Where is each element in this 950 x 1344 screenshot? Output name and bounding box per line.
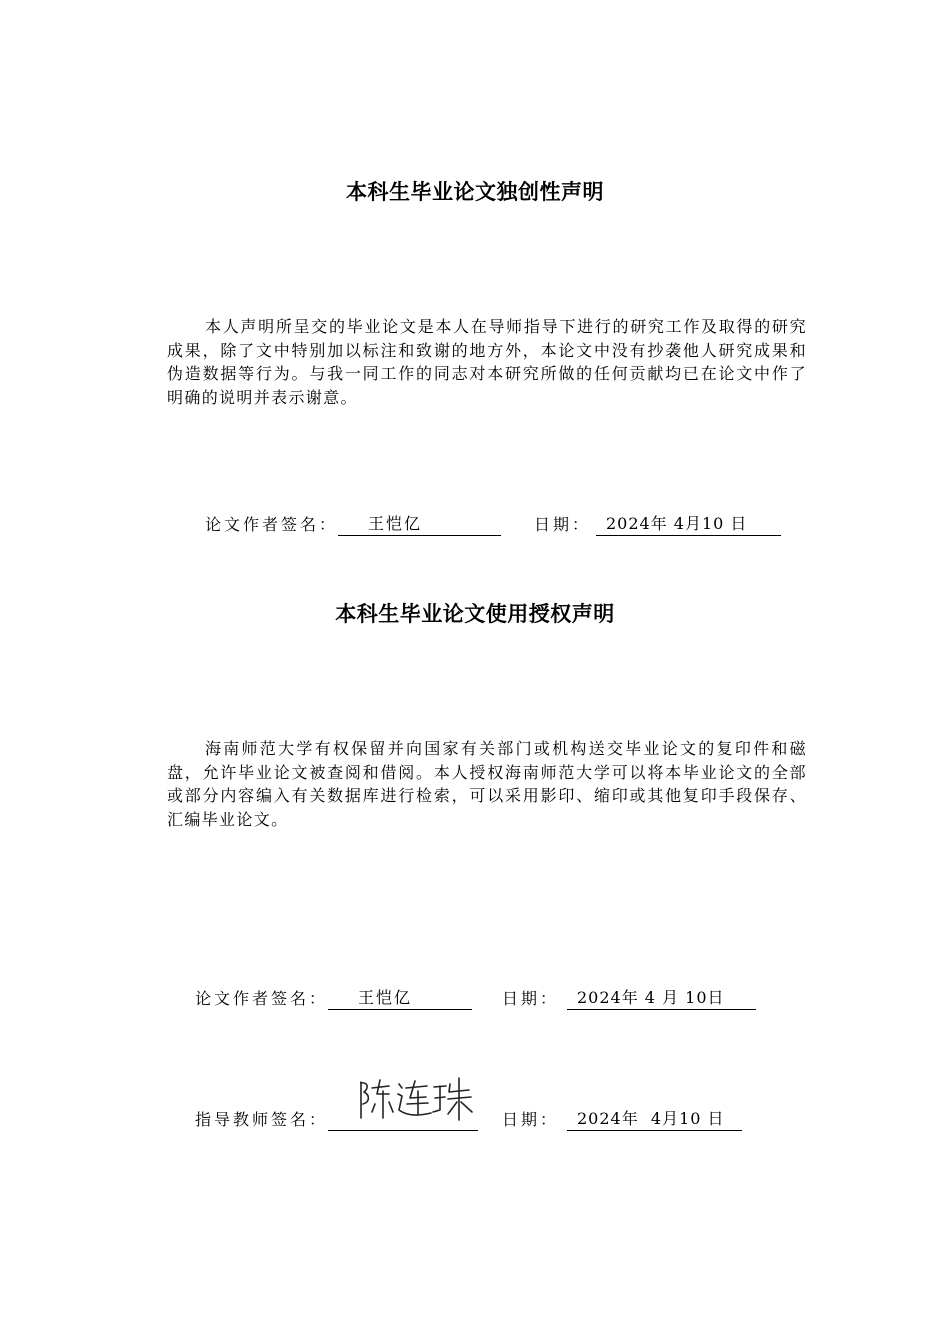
originality-statement: 本人声明所呈交的毕业论文是本人在导师指导下进行的研究工作及取得的研究成果，除了文中特别加以标注和致谢的地方外，本论文中没有抄袭他人研究成果和伪造数据等行为。与我一同工作的同志对本研究所做的任何贡献均已在论文中作了明确的说明并表示谢意。 [167, 317, 807, 407]
authorization-statement: 海南师范大学有权保留并向国家有关部门或机构送交毕业论文的复印件和磁盘，允许毕业论文被查阅和借阅。本人授权海南师范大学可以将本毕业论文的全部或部分内容编入有关数据库进行检索，可以采用影印、缩印或其他复印手段保存、汇编毕业论文。 [167, 739, 807, 829]
date-field[interactable] [567, 1109, 742, 1131]
date-label: 日期： [534, 515, 592, 534]
authorization-title: 本科生毕业论文使用授权声明 [335, 602, 615, 626]
authorization-author-row [195, 988, 795, 1010]
date-label: 日期： [502, 989, 560, 1008]
date-value: 2024年 4 月 10日 [577, 988, 725, 1007]
author-signature-label: 论文作者签名： [195, 989, 329, 1008]
author-signature-field[interactable] [328, 988, 472, 1010]
advisor-signature-row [195, 1109, 795, 1131]
date-field[interactable] [567, 988, 756, 1010]
date-value: 2024年 4月10 日 [606, 514, 748, 533]
date-field[interactable] [596, 514, 781, 536]
author-name: 王恺亿 [368, 514, 423, 533]
advisor-signature-label: 指导教师签名： [195, 1110, 329, 1129]
author-signature-label: 论文作者签名： [205, 515, 339, 534]
date-label: 日期： [502, 1110, 560, 1129]
author-signature-field[interactable] [338, 514, 501, 536]
advisor-handwritten-signature [355, 1074, 473, 1126]
date-value: 2024年 4月10 日 [577, 1109, 725, 1128]
author-name: 王恺亿 [358, 988, 413, 1007]
originality-title: 本科生毕业论文独创性声明 [346, 180, 604, 204]
originality-signature-row [205, 514, 805, 536]
